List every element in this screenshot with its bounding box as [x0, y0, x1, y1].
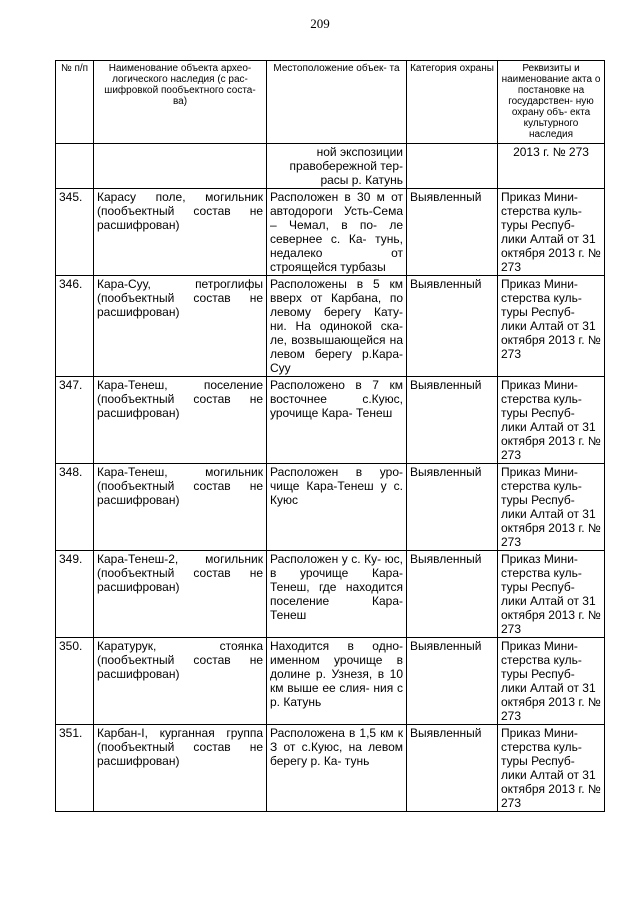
row-number: 349. [56, 551, 94, 638]
page-number: 209 [310, 16, 330, 31]
act-details: Приказ Мини- стерства куль- туры Респуб- лики Алтай от 31 октября 2013 г. № 273 [498, 189, 605, 276]
object-name: Карасу поле, могильник (пообъектный состав не расшифрован) [94, 189, 267, 276]
header-act: Реквизиты и наименование акта о постановке на государствен- ную охрану объ- екта культурного наследия [498, 61, 605, 144]
act-details: Приказ Мини- стерства куль- туры Респуб- лики Алтай от 31 октября 2013 г. № 273 [498, 377, 605, 464]
continuation-row [56, 144, 605, 189]
continuation-location: ной экспозиции правобережной тер- расы р. Катунь [267, 144, 407, 189]
protection-category: Выявленный [407, 464, 498, 551]
row-number: 345. [56, 189, 94, 276]
protection-category: Выявленный [407, 638, 498, 725]
header-num: № п/п [56, 61, 94, 144]
header-location: Местоположение объек- та [267, 61, 407, 144]
row-number: 348. [56, 464, 94, 551]
table-header-row [56, 61, 605, 144]
act-details: Приказ Мини- стерства куль- туры Респуб- лики Алтай от 31 октября 2013 г. № 273 [498, 725, 605, 812]
continuation-category [407, 144, 498, 189]
object-name: Кара-Тенеш, поселение (пообъектный состав не расшифрован) [94, 377, 267, 464]
object-location: Расположен у с. Ку- юс, в урочище Кара- Тенеш, где находится поселение Кара- Тенеш [267, 551, 407, 638]
act-details: Приказ Мини- стерства куль- туры Респуб- лики Алтай от 31 октября 2013 г. № 273 [498, 276, 605, 377]
continuation-act: 2013 г. № 273 [498, 144, 605, 189]
protection-category: Выявленный [407, 725, 498, 812]
table-row [56, 189, 605, 276]
row-number: 351. [56, 725, 94, 812]
object-location: Находится в одно- именном урочище в долине р. Узнезя, в 10 км выше ее слия- ния с р. Катунь [267, 638, 407, 725]
row-number: 347. [56, 377, 94, 464]
act-details: Приказ Мини- стерства куль- туры Респуб- лики Алтай от 31 октября 2013 г. № 273 [498, 551, 605, 638]
object-name: Каратурук, стоянка (пообъектный состав не расшифрован) [94, 638, 267, 725]
table-row [56, 551, 605, 638]
table-row [56, 638, 605, 725]
object-name: Кара-Суу, петроглифы (пообъектный состав не расшифрован) [94, 276, 267, 377]
protection-category: Выявленный [407, 276, 498, 377]
table-row [56, 464, 605, 551]
object-name: Карбан-I, курганная группа (пообъектный состав не расшифрован) [94, 725, 267, 812]
act-details: Приказ Мини- стерства куль- туры Респуб- лики Алтай от 31 октября 2013 г. № 273 [498, 638, 605, 725]
header-category: Категория охраны [407, 61, 498, 144]
act-details: Приказ Мини- стерства куль- туры Респуб- лики Алтай от 31 октября 2013 г. № 273 [498, 464, 605, 551]
protection-category: Выявленный [407, 377, 498, 464]
continuation-num [56, 144, 94, 189]
table-row [56, 725, 605, 812]
table-row [56, 377, 605, 464]
object-location: Расположен в 30 м от автодороги Усть-Сема – Чемал, в по- ле севернее с. Ка- тунь, недалеко от строящейся турбазы [267, 189, 407, 276]
object-location: Расположена в 1,5 км к З от с.Куюс, на левом берегу р. Ка- тунь [267, 725, 407, 812]
row-number: 350. [56, 638, 94, 725]
row-number: 346. [56, 276, 94, 377]
continuation-name [94, 144, 267, 189]
object-name: Кара-Тенеш, могильник (пообъектный состав не расшифрован) [94, 464, 267, 551]
header-name: Наименование объекта архео- логического наследия (с рас- шифровкой пообъектного соста- ва) [94, 61, 267, 144]
object-name: Кара-Тенеш-2, могильник (пообъектный состав не расшифрован) [94, 551, 267, 638]
table-row [56, 276, 605, 377]
protection-category: Выявленный [407, 551, 498, 638]
object-location: Расположены в 5 км вверх от Карбана, по левому берегу Кату- ни. На одинокой ска- ле, возвышающейся на левом берегу р.Кара-Суу [267, 276, 407, 377]
object-location: Расположен в уро- чище Кара-Тенеш у с. Куюс [267, 464, 407, 551]
protection-category: Выявленный [407, 189, 498, 276]
heritage-table [55, 60, 605, 812]
object-location: Расположено в 7 км восточнее с.Куюс, урочище Кара- Тенеш [267, 377, 407, 464]
